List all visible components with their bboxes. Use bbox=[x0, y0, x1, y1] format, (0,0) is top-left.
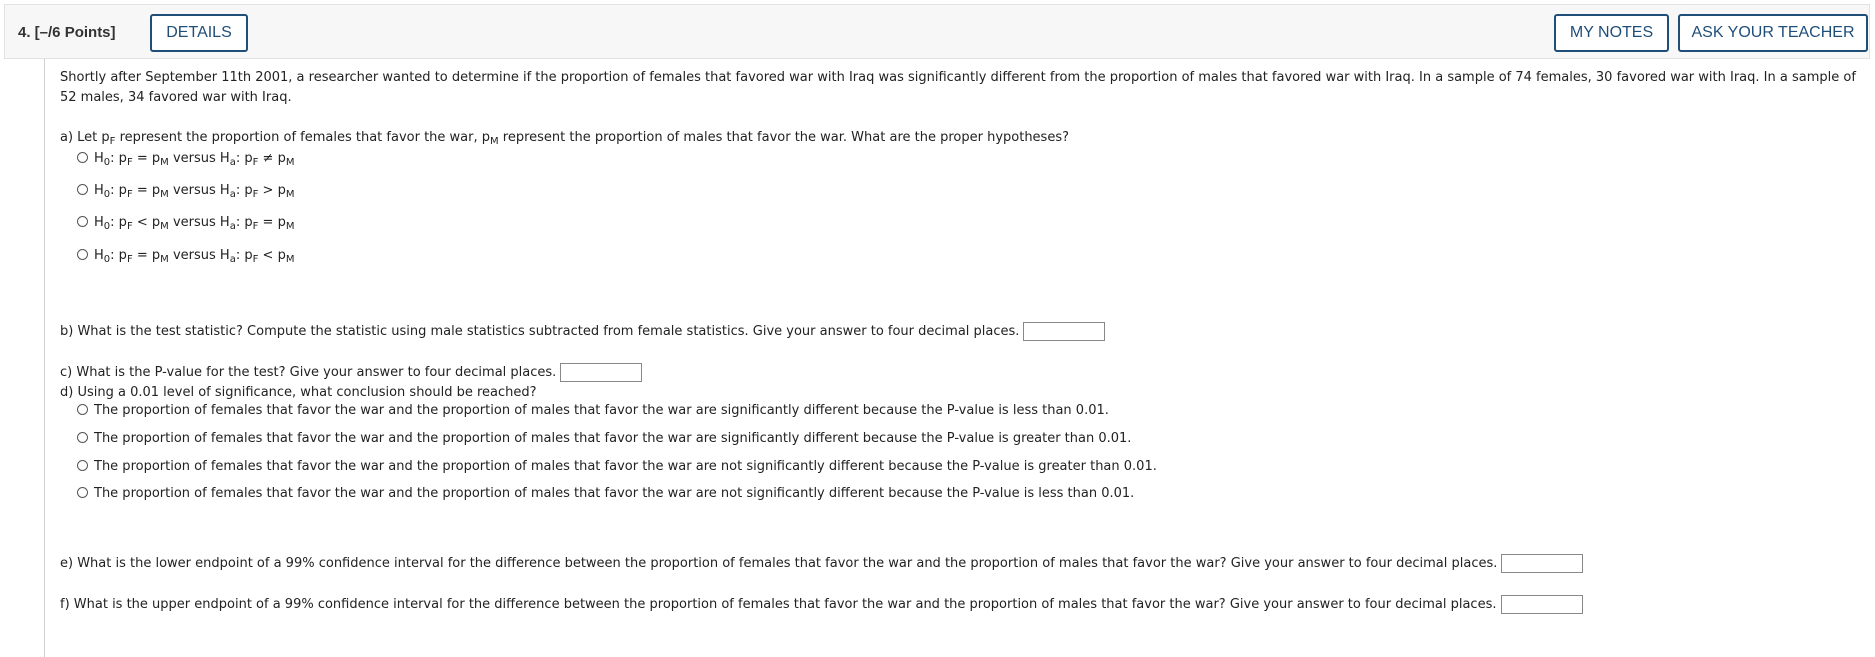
radio-button[interactable] bbox=[77, 216, 88, 227]
part-d-option-2[interactable] bbox=[77, 431, 1131, 446]
conclusion-text: The proportion of females that favor the war and the proportion of males that favor the war are not significantly different because the P-value is less than 0.01. bbox=[94, 486, 1135, 501]
radio-button[interactable] bbox=[77, 184, 88, 195]
part-e-question: e) What is the lower endpoint of a 99% confidence interval for the difference between the proportion of females that favor the war and the proportion of males that favor the war? Give your answer to four decimal places. bbox=[60, 556, 1498, 571]
my-notes-button[interactable]: MY NOTES bbox=[1554, 14, 1669, 52]
part-b bbox=[60, 322, 1105, 341]
part-c-question: c) What is the P-value for the test? Give your answer to four decimal places. bbox=[60, 365, 557, 380]
part-f-question: f) What is the upper endpoint of a 99% confidence interval for the difference between the proportion of females that favor the war and the proportion of males that favor the war? Give your answer to four decimal places. bbox=[60, 597, 1497, 612]
part-d-question: d) Using a 0.01 level of significance, what conclusion should be reached? bbox=[60, 385, 537, 400]
part-a-option-2[interactable] bbox=[77, 183, 294, 198]
question-number: 4. [–/6 Points] bbox=[18, 24, 116, 41]
radio-button[interactable] bbox=[77, 487, 88, 498]
lower-endpoint-input[interactable] bbox=[1501, 554, 1583, 573]
question-header bbox=[4, 4, 1870, 59]
part-d-option-1[interactable] bbox=[77, 403, 1109, 418]
p-value-input[interactable] bbox=[560, 363, 642, 382]
part-f bbox=[60, 595, 1583, 614]
question-content bbox=[44, 59, 1875, 657]
conclusion-text: The proportion of females that favor the war and the proportion of males that favor the war are not significantly different because the P-value is greater than 0.01. bbox=[94, 459, 1157, 474]
hypothesis-text: $H_0$: $p_F = p_M$ versus $H_a$: $p_F > p_M$ bbox=[94, 183, 295, 200]
part-c bbox=[60, 363, 642, 382]
conclusion-text: The proportion of females that favor the war and the proportion of males that favor the war are significantly different because the P-value is less than 0.01. bbox=[94, 403, 1109, 418]
part-a-question: a) Let $p_F$ represent the proportion of females that favor the war, $p_M$ represent the proportion of males that favor the war. What are the proper hypotheses? bbox=[60, 130, 1070, 147]
test-statistic-input[interactable] bbox=[1023, 322, 1105, 341]
details-button[interactable]: DETAILS bbox=[150, 14, 248, 52]
hypothesis-text: $H_0$: $p_F < p_M$ versus $H_a$: $p_F = p_M$ bbox=[94, 215, 295, 232]
radio-button[interactable] bbox=[77, 460, 88, 471]
part-a-option-1[interactable] bbox=[77, 151, 294, 166]
question-intro: Shortly after September 11th 2001, a researcher wanted to determine if the proportion of females that favored war with Iraq was significantly different from the proportion of males that favored war with Iraq. In a sample of 74 females, 30 favored war with Iraq. In a sample of 52 males, 34 favored war with Iraq. bbox=[60, 70, 1856, 105]
part-b-question: b) What is the test statistic? Compute the statistic using male statistics subtracted from female statistics. Give your answer to four decimal places. bbox=[60, 324, 1020, 339]
radio-button[interactable] bbox=[77, 249, 88, 260]
part-d-option-3[interactable] bbox=[77, 459, 1157, 474]
part-e bbox=[60, 554, 1583, 573]
upper-endpoint-input[interactable] bbox=[1501, 595, 1583, 614]
hypothesis-text: $H_0$: $p_F = p_M$ versus $H_a$: $p_F \ne p_M$ bbox=[94, 151, 295, 168]
ask-your-teacher-button[interactable]: ASK YOUR TEACHER bbox=[1678, 14, 1868, 52]
radio-button[interactable] bbox=[77, 404, 88, 415]
part-a-option-4[interactable] bbox=[77, 248, 294, 263]
radio-button[interactable] bbox=[77, 152, 88, 163]
part-d-option-4[interactable] bbox=[77, 486, 1134, 501]
radio-button[interactable] bbox=[77, 432, 88, 443]
part-a-option-3[interactable] bbox=[77, 215, 294, 230]
hypothesis-text: $H_0$: $p_F = p_M$ versus $H_a$: $p_F < p_M$ bbox=[94, 248, 295, 265]
conclusion-text: The proportion of females that favor the war and the proportion of males that favor the war are significantly different because the P-value is greater than 0.01. bbox=[94, 431, 1132, 446]
